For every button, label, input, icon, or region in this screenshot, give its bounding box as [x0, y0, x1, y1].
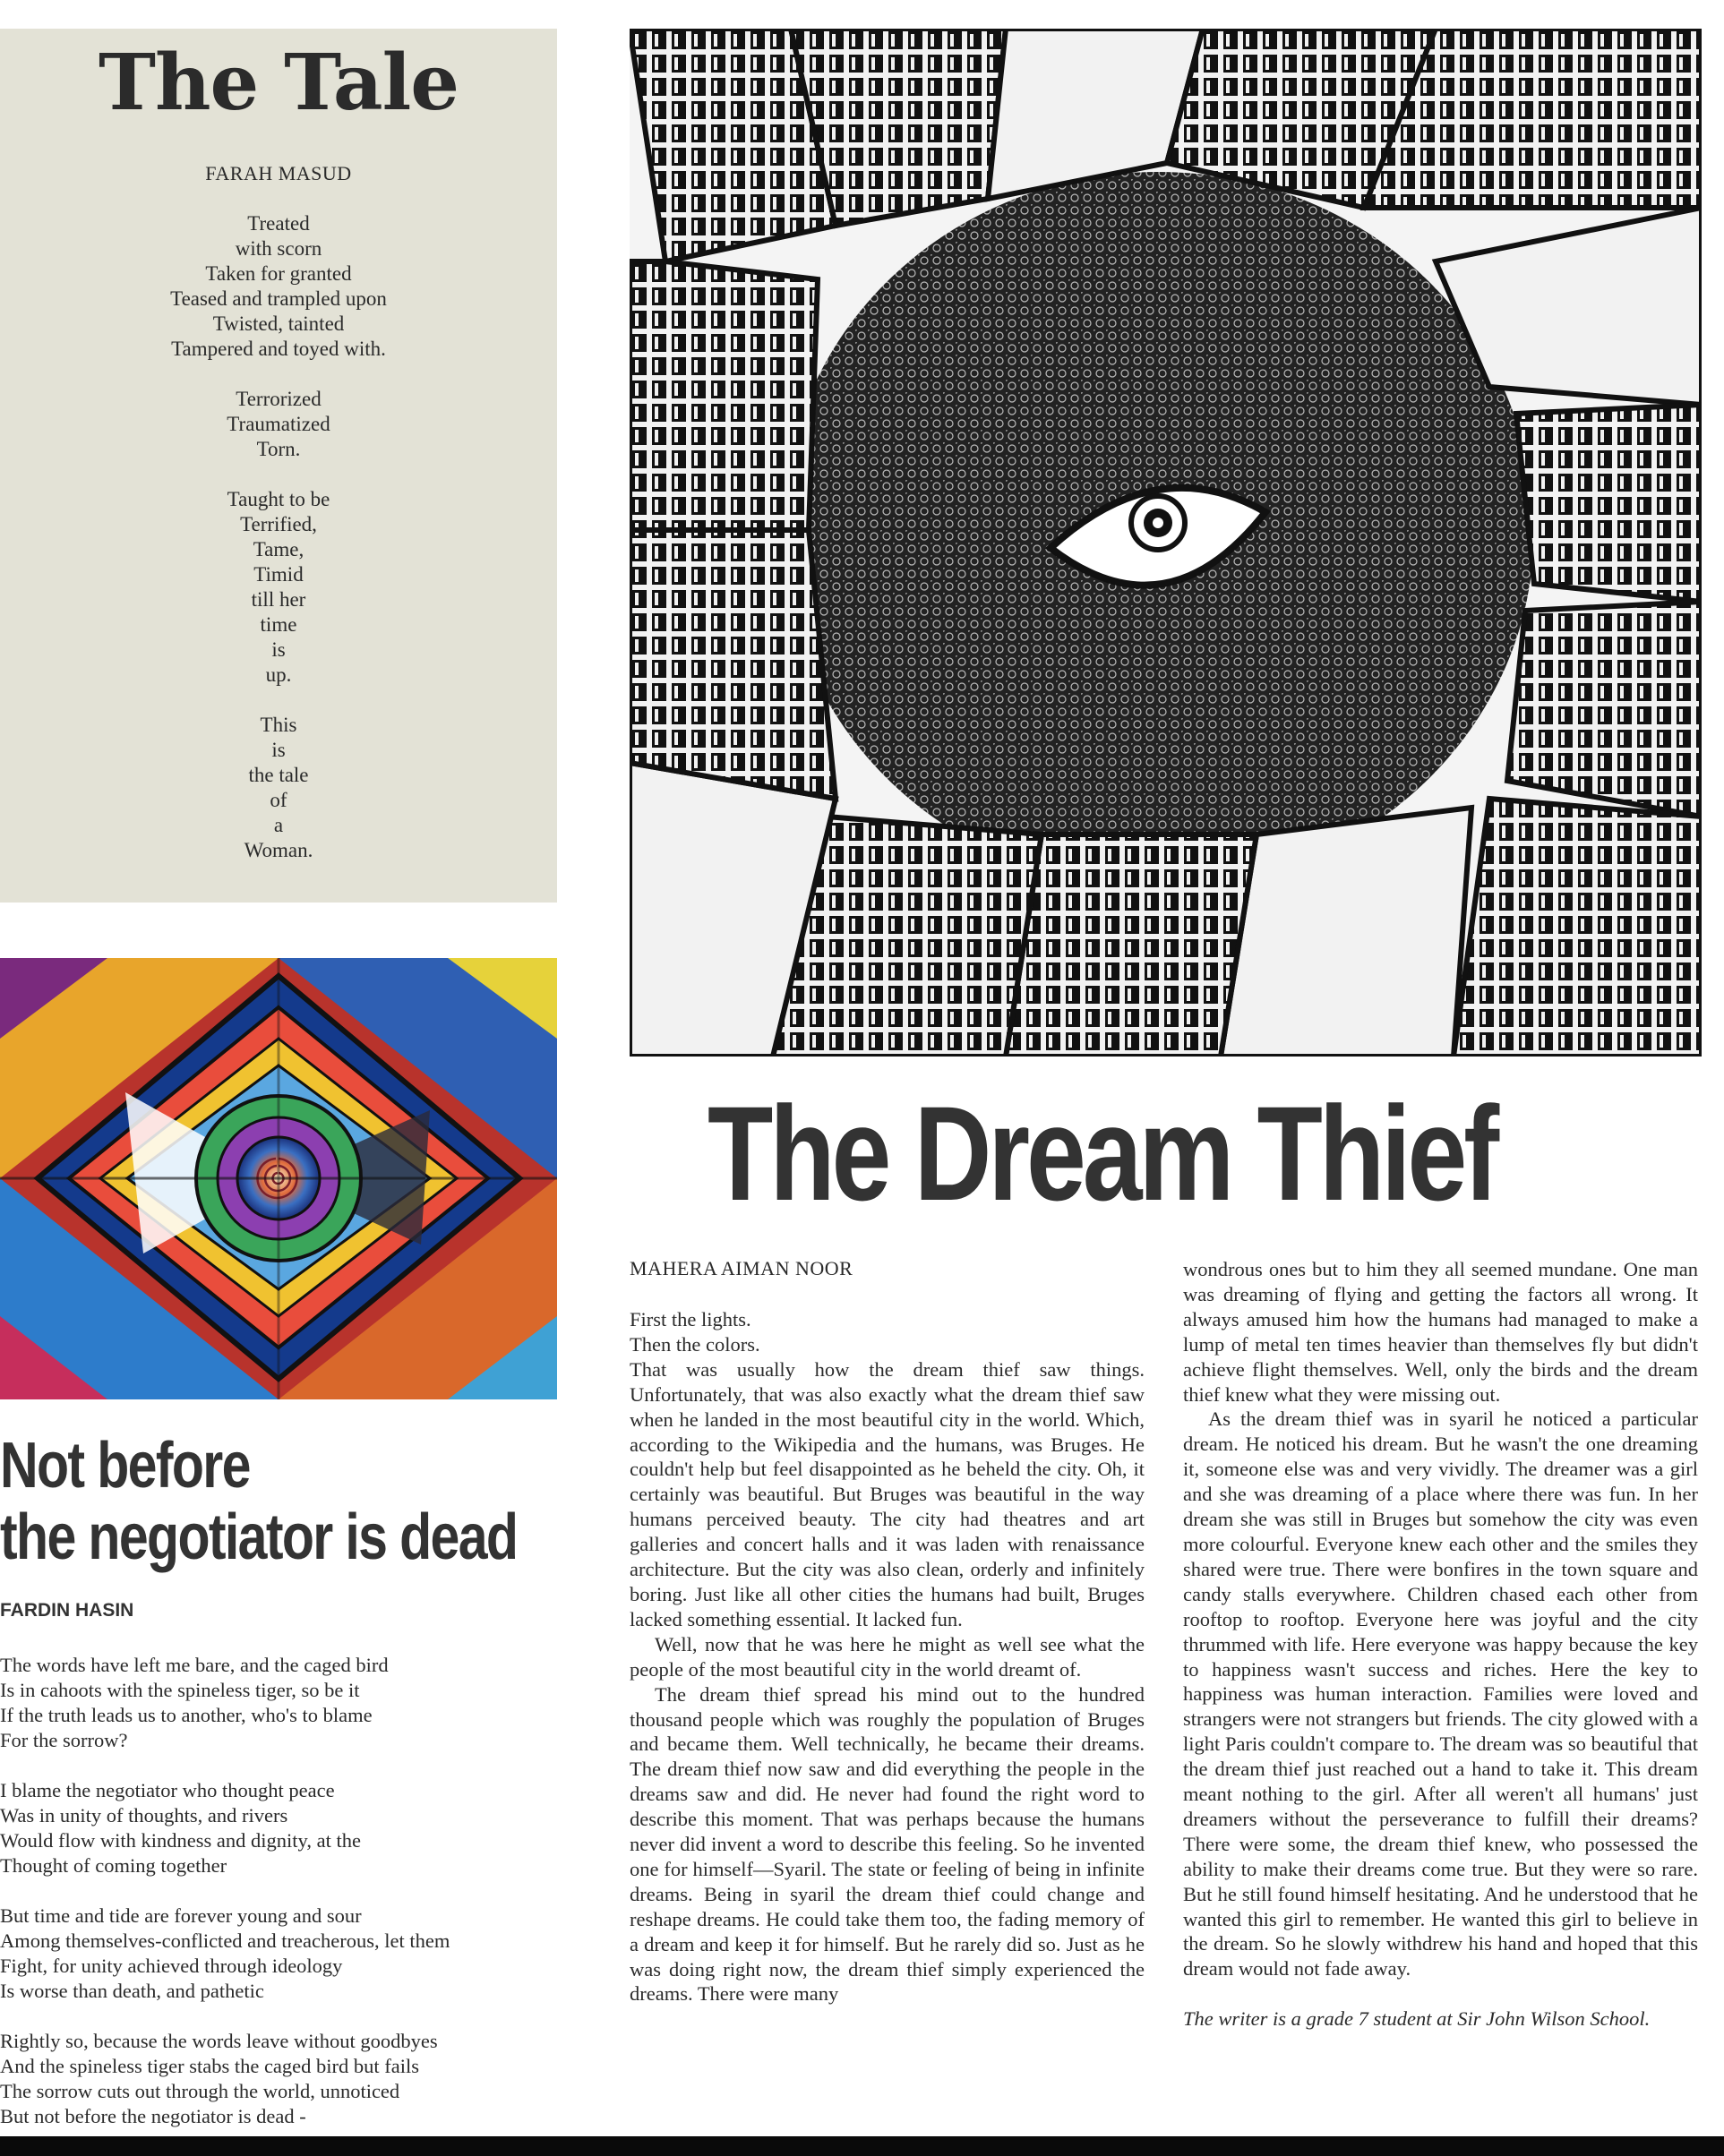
paragraph: The dream thief spread his mind out to the hundred thousand people which was roughly the population of Bruges and became them. Well technically, he became their dreams. The dream thief now saw and did everything the people in the dreams saw and did. He never had found the right word to describe this moment. That was perhaps because the humans never did invent a word to describe this feeling. So he invented one for himself—Syaril. The state or feeling of being in infinite dreams. Being in syaril the dream thief could change and reshape dreams. He could take them too, the fading memory of a dream and keep it for himself. But he rarely did so. Just as he was doing right now, the dream thief simply experienced the dreams. There were many	[630, 1682, 1145, 2006]
tale-poem	[0, 211, 557, 888]
paragraph: That was usually how the dream thief saw things. Unfortunately, that was also exactly what the dream thief saw when he landed in the most beautiful city in the world. Which, according to the Wikipedia and the humans, was Bruges. He couldn't help but feel disappointed as he beheld the city. Oh, it certainly was beautiful. But Bruges was beautiful in the way humans perceived beauty. The city had theatres and art galleries and concert halls and it was laden with renaissance architecture. But the city was also clean, orderly and infinitely boring. Just like all other cities the humans had built, Bruges lacked something essential. It lacked fun.	[630, 1357, 1145, 1630]
poem-line: But time and tide are forever young and sour	[0, 1904, 362, 1927]
dream-thief-column-1	[630, 1307, 1145, 2006]
dream-thief-column-2	[1183, 1257, 1698, 2032]
negotiator-headline-line2: the negotiator is dead	[0, 1502, 518, 1573]
poem-line: up.	[265, 663, 292, 686]
poem-line: Was in unity of thoughts, and rivers	[0, 1804, 288, 1827]
poem-line: This	[260, 714, 297, 736]
poem-line: Timid	[253, 563, 304, 586]
bottom-border	[0, 2136, 1724, 2156]
poem-line: Traumatized	[227, 413, 330, 435]
writer-note: The writer is a grade 7 student at Sir John Wilson School.	[1183, 2007, 1651, 2031]
poem-stanza	[0, 211, 557, 362]
dream-thief-headline: The Dream Thief	[708, 1078, 1497, 1228]
poem-line: time	[260, 613, 297, 636]
poem-line: Taught to be	[227, 488, 330, 510]
negotiator-headline	[0, 1430, 518, 1573]
poem-line: of	[270, 789, 287, 811]
poem-line: Treated	[247, 212, 310, 235]
poem-line: is	[271, 638, 286, 661]
poem-line: The sorrow cuts out through the world, unnoticed	[0, 2080, 400, 2102]
paragraph: As the dream thief was in syaril he noticed a particular dream. He noticed his dream. But he wasn't the one dreaming it, someone else was and very vividly. The dreamer was a girl and she was dreaming of a place where there was fun. In her dream she was still in Bruges but somehow the city was even more colourful. Everyone knew each other and the smiles they shared were true. There were bonfires in the town square and candy stalls everywhere. Children chased each other from rooftop to rooftop. Everyone here was joyful and the city thrummed with life. Here everyone was happy because the key to happiness wasn't success and riches. Here the key to happiness was human interaction. Families were loved and strangers were not strangers but friends. The city glowed with a light Paris couldn't compare to. The dream was so beautiful that the dream thief just reached out a hand to take it. This dream meant nothing to the girl. After all weren't all humans' just dreamers without the perseverance to fulfill their dreams? There were some, the dream thief knew, who possessed the ability to make their dreams come true. But they were so rare. But he still found himself hesitating. And he understood that he wanted this girl to remember. He wanted this girl to believe in the dream. So he slowly withdrew his hand and hoped that this dream would not fade away.	[1183, 1407, 1698, 1981]
paragraph: wondrous ones but to him they all seemed mundane. One man was dreaming of flying and getting the factors all wrong. It always amused him how the humans had managed to make a lump of metal ten times heavier than themselves fly but didn't achieve flight themselves. Well, only the birds and the dream thief knew what they were missing out.	[1183, 1258, 1698, 1406]
poem-line: Taken for granted	[205, 262, 352, 285]
poem-line: For the sorrow?	[0, 1729, 128, 1751]
poem-line: a	[273, 814, 284, 836]
poem-line: Would flow with kindness and dignity, at the	[0, 1829, 361, 1852]
poem-line: But not before the negotiator is dead -	[0, 2105, 306, 2127]
poem-line: with scorn	[235, 237, 322, 260]
poem-stanza	[0, 713, 557, 863]
poem-line: Terrorized	[236, 388, 322, 410]
tale-author: FARAH MASUD	[205, 162, 352, 184]
negotiator-headline-line1: Not before	[0, 1430, 250, 1502]
negotiator-poem	[0, 1653, 555, 2154]
poem-line: Thought of coming together	[0, 1854, 227, 1877]
poem-line: Terrified,	[240, 513, 317, 535]
paragraph: Well, now that he was here he might as well see what the people of the most beautiful city in the world dreamt of.	[630, 1632, 1145, 1681]
poem-line: Is worse than death, and pathetic	[0, 1980, 264, 2002]
colorful-painting-image	[0, 958, 557, 1399]
intro-line-1: First the lights.	[630, 1308, 751, 1330]
negotiator-author: FARDIN HASIN	[0, 1600, 134, 1621]
poem-line: Rightly so, because the words leave without goodbyes	[0, 2030, 438, 2052]
poem-line: Among themselves-conflicted and treacherous, let them	[0, 1929, 450, 1952]
poem-line: Is in cahoots with the spineless tiger, so be it	[0, 1679, 360, 1701]
poem-stanza	[0, 2029, 555, 2129]
poem-stanza	[0, 1653, 555, 1753]
poem-stanza	[0, 387, 557, 462]
poem-line: Tame,	[253, 538, 304, 560]
poem-line: is	[271, 739, 286, 761]
poem-line: Tampered and toyed with.	[171, 338, 386, 360]
poem-line: till her	[251, 588, 306, 611]
tale-title: The Tale	[98, 38, 459, 128]
poem-line: If the truth leads us to another, who's to blame	[0, 1704, 373, 1726]
city-eye-drawing-image	[630, 29, 1702, 1057]
poem-line: The words have left me bare, and the caged bird	[0, 1654, 389, 1676]
poem-line: I blame the negotiator who thought peace	[0, 1779, 335, 1801]
poem-stanza	[0, 487, 557, 688]
poem-line: Torn.	[256, 438, 301, 460]
dream-thief-author: MAHERA AIMAN NOOR	[630, 1257, 853, 1279]
poem-line: Fight, for unity achieved through ideology	[0, 1955, 343, 1977]
poem-line: Twisted, tainted	[212, 312, 345, 335]
poem-line: And the spineless tiger stabs the caged bird but fails	[0, 2055, 420, 2077]
poem-stanza	[0, 1778, 555, 1878]
poem-line: Woman.	[244, 839, 313, 861]
poem-line: Teased and trampled upon	[170, 287, 387, 310]
poem-line: the tale	[248, 764, 309, 786]
intro-line-2: Then the colors.	[630, 1332, 760, 1356]
poem-stanza	[0, 1904, 555, 2004]
